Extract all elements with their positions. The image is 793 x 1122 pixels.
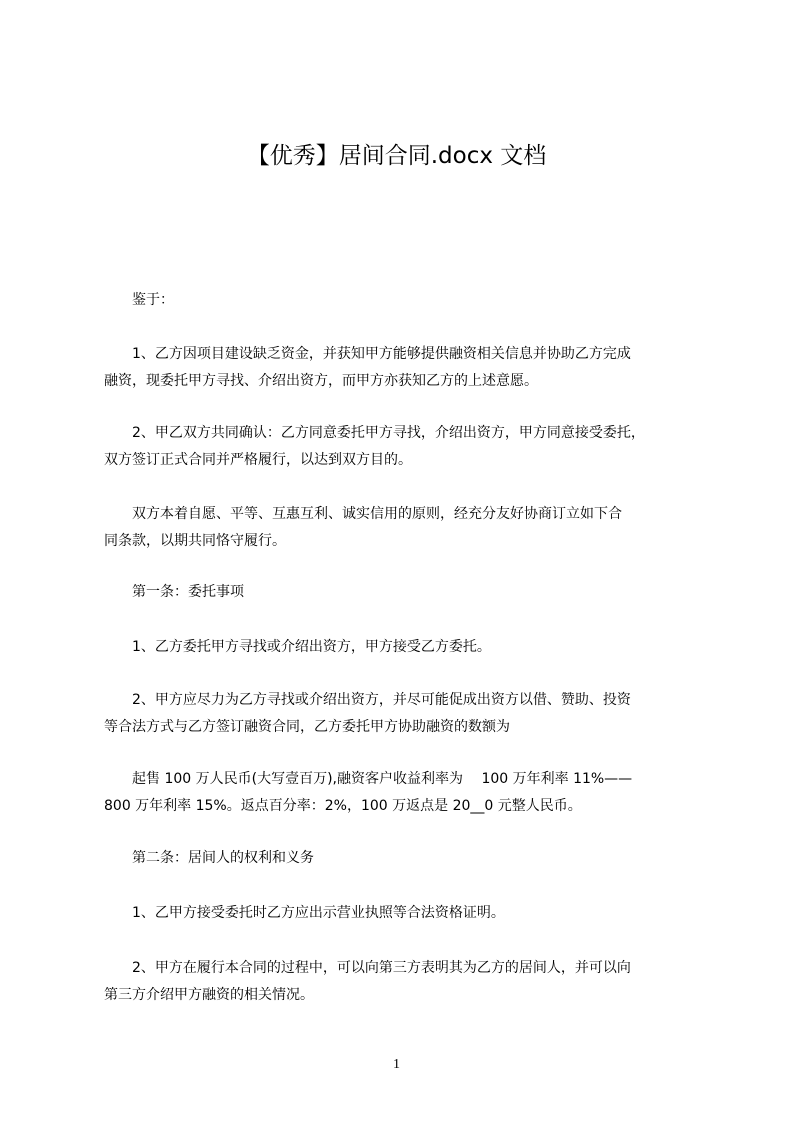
text-line: 起售 100 万人民币(大写壹百万),融资客户收益利率为 100 万年利率 11%——: [104, 771, 633, 787]
article-1-heading: [104, 579, 704, 606]
text-line: 鉴于：: [104, 292, 174, 308]
page-number: 1: [393, 1057, 400, 1072]
text-line: 双方本着自愿、平等、互惠互利、诚实信用的原则，经充分友好协商订立如下合: [104, 506, 622, 522]
text-line: 双方签订正式合同并严格履行，以达到双方目的。: [104, 452, 412, 468]
paragraph-recital-2: [104, 420, 704, 474]
document-title: 【优秀】居间合同.docx 文档: [246, 143, 547, 169]
article-2-heading: [104, 845, 704, 872]
article-1-clause-2: [104, 687, 704, 741]
paragraph-recital: [104, 287, 704, 314]
text-line: 融资，现委托甲方寻找、介绍出资方，而甲方亦获知乙方的上述意愿。: [104, 373, 538, 389]
article-2-clause-1: [104, 900, 704, 927]
text-line: 第三方介绍甲方融资的相关情况。: [104, 987, 314, 1003]
text-line: 第一条：委托事项: [104, 584, 244, 600]
text-line: 1、乙方委托甲方寻找或介绍出资方，甲方接受乙方委托。: [104, 639, 491, 655]
text-line: 同条款，以期共同恪守履行。: [104, 533, 286, 549]
text-line: 1、乙甲方接受委托时乙方应出示营业执照等合法资格证明。: [104, 905, 505, 921]
text-line: 等合法方式与乙方签订融资合同，乙方委托甲方协助融资的数额为: [104, 719, 510, 735]
paragraph-agreement-principle: [104, 501, 704, 555]
text-line: 800 万年利率 15%。返点百分率：2%，100 万返点是 20__0 元整人民币。: [104, 798, 582, 814]
paragraph-recital-1: [104, 341, 704, 395]
article-1-clause-1: [104, 634, 704, 661]
text-line: 第二条：居间人的权利和义务: [104, 850, 314, 866]
article-2-clause-2: [104, 955, 704, 1009]
text-line: 2、甲乙双方共同确认：乙方同意委托甲方寻找，介绍出资方，甲方同意接受委托，: [104, 425, 645, 441]
text-line: 2、甲方在履行本合同的过程中，可以向第三方表明其为乙方的居间人，并可以向: [104, 960, 631, 976]
text-line: 2、甲方应尽力为乙方寻找或介绍出资方，并尽可能促成出资方以借、赞助、投资: [104, 692, 631, 708]
text-line: 1、乙方因项目建设缺乏资金，并获知甲方能够提供融资相关信息并协助乙方完成: [104, 346, 631, 362]
article-1-amount: [104, 766, 704, 820]
